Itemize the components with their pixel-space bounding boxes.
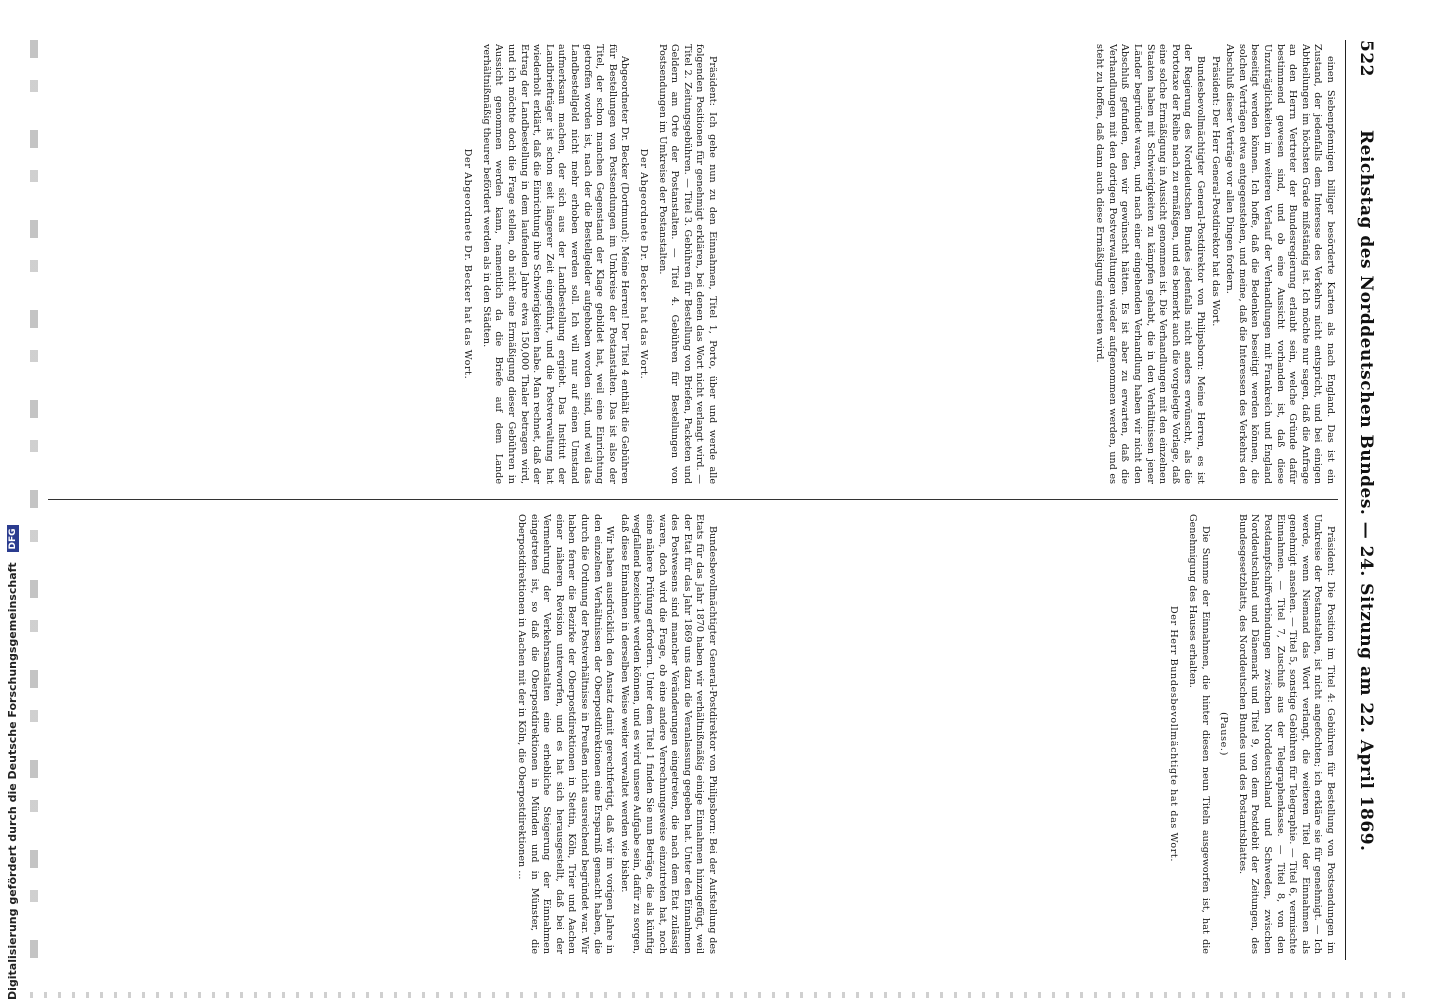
scan-edge (30, 992, 1410, 998)
paragraph: Präsident: Der Herr General-Postdirektor hat das Wort. (1209, 56, 1221, 327)
funding-note (2, 0, 24, 1000)
speaker-line: Der Abgeordnete Dr. Becker hat das Wort. (462, 148, 474, 380)
header-rule (1345, 40, 1346, 960)
paragraph: einen Siebenpfennigen billiger besörderte Karten als nach England. Das ist ein Zustand, der jedenfalls dem Interesse des Verkehrs nicht entspricht, und bei einigen Abtheilungen im höchsten Grade mißständig ist. Ich möchte nur sagen, daß die Anfrage an den Herrn Vertreter der Bundesregierung erlaubt sein, welche Gründe dafür bestimmend gewesen sind, und ob eine Aussicht vorhanden ist, daß diese Unzuträglichkeiten im weiteren Verlauf der Verhandlungen mit Frankreich und England beseitigt werden können. Ich hoffe, daß die Bedenken beseitigt werden können, die solchen Verträgen etwa entgegenstehen, und meine, daß die Interessen des Verkehrs den Abschluß dieser Verträge vor allen Dingen fordern. (1224, 44, 1336, 484)
funding-text: Digitalisierung gefördert durch die Deutsche Forschungsgemeinschaft (6, 562, 19, 1000)
bottom-ink-marks (30, 40, 38, 960)
dfg-logo: DFG (7, 525, 19, 552)
paragraph: Bundesbevollmächtigter General-Postdirektor von Philipsborn: Meine Herren, es ist der Regierung des Norddeutschen Bundes jedenfalls nicht anders erwünscht, als die Portotaxe der Reihe nach zu ermäßigen, und es bemerkt auch die vorgelegte Vorlage, daß eine solche Ermäßigung in Aussicht genommen ist. Die Verhandlungen mit den einzelnen Staaten haben mit Schwierigkeiten zu kämpfen gehabt, die in den Verhältnissen jener Länder begründet waren, und nach einer eingehenden Verhandlung haben wir nicht den Abschluß gefunden, den wir gewünscht hätten. Es ist aber zu erwarten, daß die Verhandlungen mit den dortigen Postverwaltungen wieder aufgenommen werden, und es steht zu hoffen, daß dann auch diese Ermäßigung eintreten wird. (1094, 44, 1207, 484)
paragraph: Bundesbevollmächtigter General-Postdirektor von Philipsborn: Bei der Aufstellung des Etats für das Jahr 1870 haben wir verhältnißmäßig einige Einnahmen hinzugefügt, weil der Etat für das Jahr 1869 uns dazu die Veranlassung gegeben hat. Unter den Einnahmen des Postwesens sind mancher Veränderungen eingetreten, die nach dem Etat zulässig waren, doch wird die Frage, ob eine andere Verrechnungsweise einzutreten hat, noch eine nähere Prüfung erfordern. Unter dem Titel 1 finden Sie nun Beträge, die als künftig wegfallend bezeichnet werden können, und es wird unsere Aufgabe sein, dafür zu sorgen, daß diese Einnahmen in derselben Weise weiter verwaltet werden wie bisher. (618, 514, 718, 954)
paragraph: Abgeordneter Dr. Becker (Dortmund): Meine Herren! Der Titel 4 enthält die Gebühren für Bestellungen von Postsendungen im Umkreise der Postanstalten. Das ist also der Titel, der schon manchen Gegenstand der Klage gebildet hat, weil eine Einrichtung getroffen worden ist, nach der die Bestellgelder aufgehoben worden sind, und weil das Landbestellgeld nicht mehr erhoben werden soll. Ich will nur auf einen Umstand aufmerksam machen, der sich aus der Landbestellung ergiebt. Das Institut der Landbriefträger ist schon seit längerer Zeit eingeführt, und die Postverwaltung hat wiederholt erklärt, daß die Einrichtung ihre Schwierigkeiten habe. Man rechnet, daß der Ertrag der Landbestellung in dem laufenden Jahre etwa 150,000 Thaler betragen wird, und ich möchte doch die Frage stellen, ob nicht eine Ermäßigung dieser Gebühren in Aussicht genommen werden kann, namentlich da die Briefe auf dem Lande verhältnißmäßig theurer befördert werden als in den Städten. (480, 44, 631, 484)
page-number: 522 (1356, 40, 1376, 77)
paragraph: Die Summe der Einnahmen, die hinter diesen neun Titeln ausgeworfen ist, hat die Genehmigung des Hauses erhalten. (1187, 514, 1211, 954)
header-title: Reichstag des Norddeutschen Bundes. — 24. Sitzung am 22. April 1869. (1356, 130, 1376, 852)
paragraph: Wir haben ausdrücklich den Ansatz damit gerechtfertigt, daß wir im vorigen Jahre in den einzelnen Verhältnissen der Oberpostdirektionen eine Ersparniß gemacht haben, die durch die Ordnung der Postverhältnisse in Preußen nicht ausreichend begründet war. Wir haben ferner die Bezirke der Oberpostdirektionen in Stettin, Köln, Trier und Aachen einer näheren Revision unterworfen, und es hat sich herausgestellt, daß bei der Vermehrung der Verkehrsanstalten eine erhebliche Steigerung der Einnahmen eingetreten ist, so daß die Oberpostdirektionen in Münden und in Münster, die Oberpostdirektionen in Aachen mit der in Köln, die Oberpostdirektionen ... (516, 514, 616, 954)
speaker-line: Der Abgeordnete Dr. Becker hat das Wort. (638, 148, 650, 380)
column-divider (48, 499, 1338, 500)
column-right-bottom (58, 514, 718, 954)
paragraph: Präsident: Die Position im Titel 4: Gebühren für Bestellung von Postsendungen im Umkreise der Postanstalten, ist nicht angefochten; ich erkläre sie für genehmigt. — Ich werde, wenn Niemand das Wort verlangt, die weiteren Titel der Einnahmen als genehmigt ansehen. — Titel 5, sonstige Gebühren für Telegraphie. — Titel 6, vermischte Einnahmen. — Titel 7, Zuschuß aus der Telegraphenkasse. — Titel 8, von den Postdampfschiffverbindungen zwischen Norddeutschland und Schweden, zwischen Norddeutschland und Dänemark und Titel 9, von dem Postdebit der Zeitungen, des Bundesgesetzblatts, des Norddeutschen Bundes und des Postamtsblattes. (1236, 514, 1336, 954)
column-left-top (736, 44, 1336, 484)
paragraph: Präsident: Ich gehe nun zu den Einnahmen, Titel 1, Porto, über und werde alle folgenden Positionen für genehmigt erklären, bei denen das Wort nicht verlangt wird. — Titel 2. Zeitungsgebühren. — Titel 3. Gebühren für Bestellung von Briefen, Packeten und Geldern am Orte der Postanstalten. — Titel 4. Gebühren für Bestellungen von Postsendungen im Umkreise der Postanstalten. (656, 44, 718, 484)
speaker-line: Der Herr Bundesbevollmächtigte hat das Wort. (1168, 605, 1180, 863)
running-header (1346, 40, 1376, 960)
column-right-top (736, 514, 1336, 954)
pause-note: (Pause.) (1218, 712, 1230, 756)
column-left-bottom (58, 44, 718, 484)
